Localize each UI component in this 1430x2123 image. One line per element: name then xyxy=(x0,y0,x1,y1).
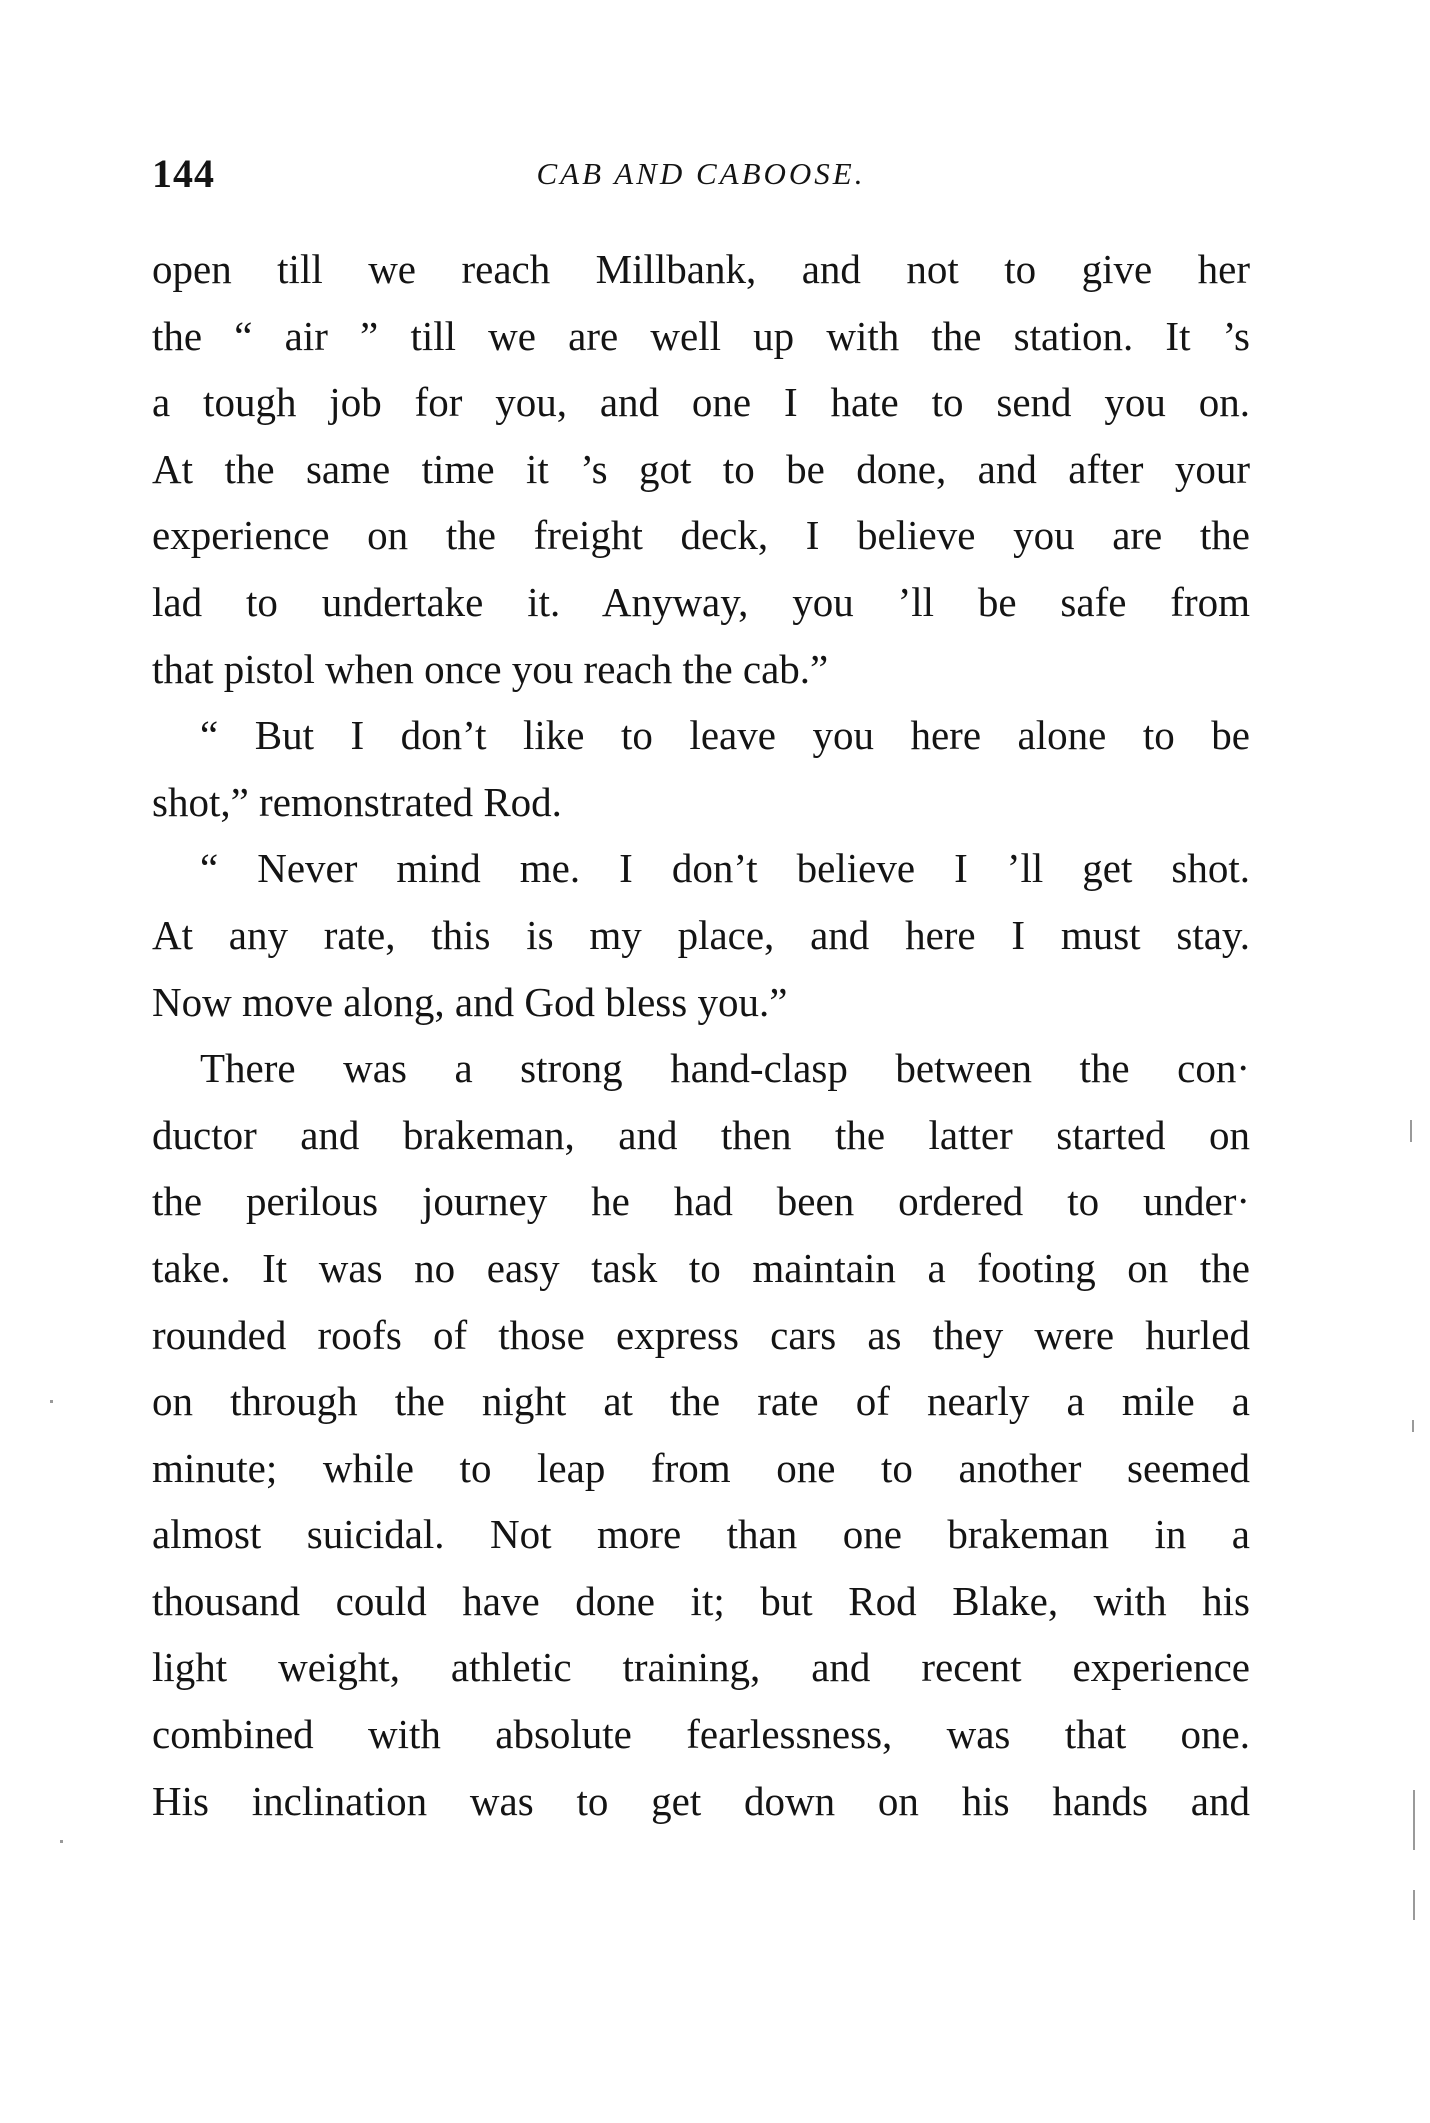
text-line: open till we reach Millbank, and not to give her xyxy=(152,246,1250,292)
text-line: light weight, athletic training, and recent experience xyxy=(152,1644,1250,1691)
text-line: a tough job for you, and one I hate to send you on. xyxy=(152,379,1250,426)
text-line: the “ air ” till we are well up with the station. It ’s xyxy=(152,312,1250,359)
text-line: “ Never mind me. I don’t believe I ’ll get shot. xyxy=(200,845,1250,892)
text-line: shot,” remonstrated Rod. xyxy=(152,778,562,825)
page-number: 144 xyxy=(152,151,215,196)
scan-speck xyxy=(60,1840,63,1843)
text-line: the perilous journey he had been ordered to under· xyxy=(152,1178,1250,1225)
text-line: experience on the freight deck, I believe you are the xyxy=(152,512,1250,559)
text-line: At any rate, this is my place, and here I must stay. xyxy=(152,911,1250,958)
scan-speck xyxy=(1410,1120,1412,1142)
text-line: combined with absolute fearlessness, was that one. xyxy=(152,1711,1250,1758)
running-head: CAB AND CABOOSE. xyxy=(536,156,866,191)
text-line: minute; while to leap from one to another seemed xyxy=(152,1444,1250,1491)
text-line: There was a strong hand-clasp between the con· xyxy=(200,1045,1250,1092)
page-header xyxy=(152,150,1250,200)
text-line: lad to undertake it. Anyway, you ’ll be safe from xyxy=(152,578,1250,625)
body-text xyxy=(152,236,1250,1834)
scan-speck xyxy=(1413,1890,1415,1920)
text-line: almost suicidal. Not more than one brakeman in a xyxy=(152,1511,1250,1558)
text-line: Now move along, and God bless you.” xyxy=(152,978,788,1025)
text-line: His inclination was to get down on his hands and xyxy=(152,1777,1250,1824)
scan-speck xyxy=(50,1400,53,1403)
text-line: take. It was no easy task to maintain a footing on the xyxy=(152,1244,1250,1291)
scan-speck xyxy=(1412,1420,1414,1432)
text-line: thousand could have done it; but Rod Blake, with his xyxy=(152,1577,1250,1624)
text-line: At the same time it ’s got to be done, and after your xyxy=(152,445,1250,492)
scan-speck xyxy=(1413,1790,1415,1850)
text-line: that pistol when once you reach the cab.” xyxy=(152,645,829,692)
text-line: ductor and brakeman, and then the latter started on xyxy=(152,1111,1250,1158)
text-line: “ But I don’t like to leave you here alone to be xyxy=(200,712,1250,759)
text-line: rounded roofs of those express cars as they were hurled xyxy=(152,1311,1250,1358)
text-line: on through the night at the rate of nearly a mile a xyxy=(152,1378,1250,1425)
